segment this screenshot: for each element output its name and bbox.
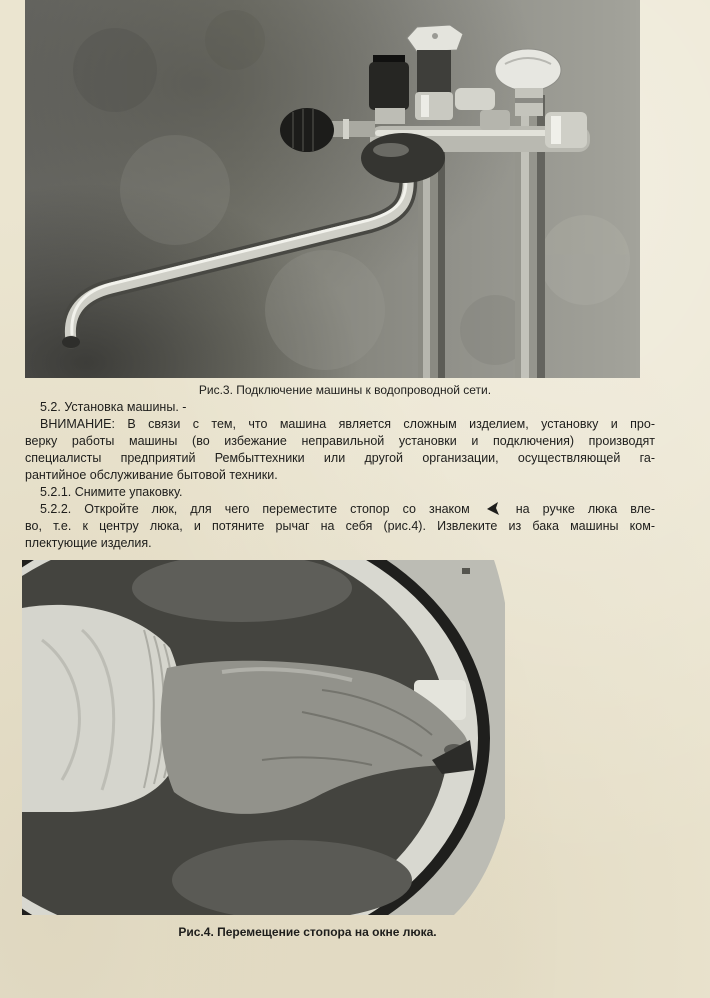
step-5-2-2-text: на ручке люка вле- — [515, 502, 655, 516]
faucet-illustration — [25, 0, 640, 378]
spout-tip — [62, 336, 80, 348]
stopper-arrow-icon — [486, 501, 500, 516]
handle-cap — [432, 33, 438, 39]
white-handle — [495, 49, 561, 91]
tap-nut-highlight — [421, 95, 429, 117]
warning-line: специалисты предприятий Рембыттехники или другой организации, осуществляющей га- — [25, 451, 655, 465]
pipe-shadow — [438, 140, 445, 378]
tap-band — [515, 98, 543, 103]
black-knob — [280, 108, 334, 152]
figure-4-photo — [22, 560, 505, 915]
mixer-housing — [361, 133, 445, 183]
door-stopper-illustration — [22, 560, 505, 915]
elbow — [480, 110, 510, 130]
step-5-2-2-line: во, т.е. к центру люка, и потяните рычаг на себя (рис.4). Извлеките из бака машины ком- — [25, 519, 655, 533]
panel-mark — [462, 568, 470, 574]
figure-4-caption: Рис.4. Перемещение стопора на окне люка. — [178, 925, 437, 939]
tee-highlight — [551, 116, 561, 144]
wall-spot — [205, 10, 265, 70]
diverter-knob — [280, 108, 375, 152]
upper-dark-valve — [369, 55, 409, 124]
stopper-arrow-glyph — [486, 501, 500, 516]
valve-body — [369, 62, 409, 110]
wall-spot — [540, 215, 630, 305]
arrow-shape — [487, 502, 499, 515]
step-5-2-2-text: 5.2.2. Откройте люк, для чего переместите стопор со знаком — [40, 502, 470, 516]
section-5-2-text — [25, 399, 655, 552]
tap-nut — [415, 92, 453, 120]
left-tap-handle — [407, 25, 463, 120]
tap-stem — [417, 50, 451, 95]
right-tee-fitting — [545, 112, 587, 148]
wall-spot — [265, 250, 385, 370]
step-5-2-1: 5.2.1. Снимите упаковку. — [40, 485, 183, 499]
valve-nut — [375, 108, 405, 124]
elbow — [455, 88, 495, 110]
mixer-highlight — [373, 143, 409, 157]
knob-stem-ring — [343, 119, 349, 139]
wall-spot — [120, 135, 230, 245]
mixer-body — [361, 133, 445, 183]
elbow-fittings — [455, 88, 510, 130]
right-tap-handle — [495, 49, 561, 116]
warning-line: рантийное обслуживание бытовой техники. — [25, 468, 278, 482]
section-heading: 5.2. Установка машины. - — [40, 400, 187, 414]
step-5-2-2-line — [25, 501, 655, 518]
warning-line: верку работы машины (во избежание неправильной установки и подключения) производят — [25, 434, 655, 448]
figure-3-caption: Рис.3. Подключение машины к водопроводной сети. — [198, 383, 492, 397]
wall-spot — [73, 28, 157, 112]
warning-line: ВНИМАНИЕ: В связи с тем, что машина является сложным изделием, установку и про- — [40, 417, 655, 431]
step-5-2-2-line: плектующие изделия. — [25, 536, 152, 550]
figure-3-photo — [25, 0, 640, 378]
